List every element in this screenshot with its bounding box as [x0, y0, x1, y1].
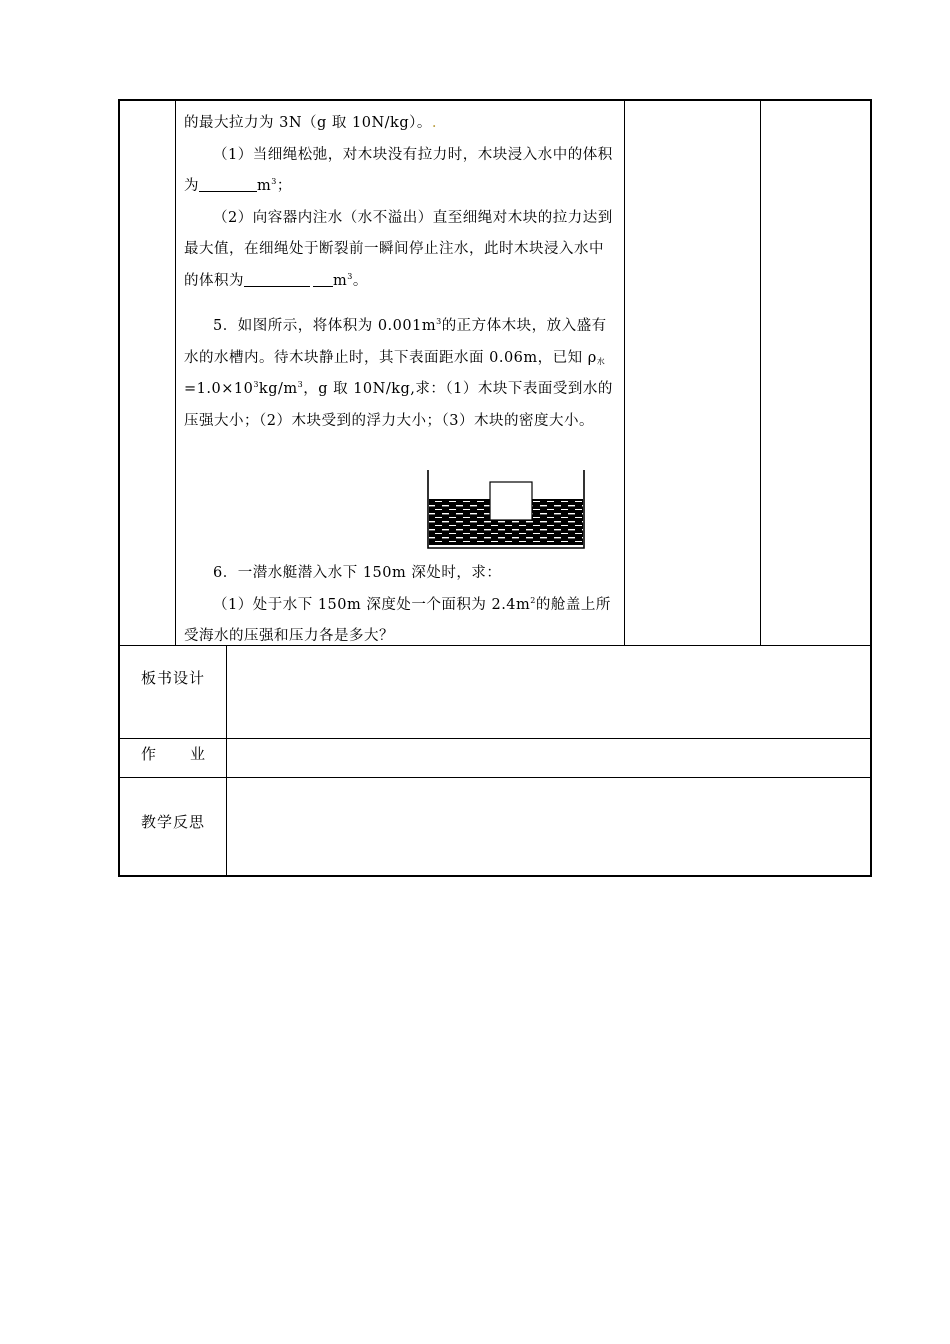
wood-cube [490, 482, 532, 520]
problem5-text: 5．如图所示，将体积为 $0.001m^3$的正方体木块，放入盛有水的水槽内。待木块静止时，其下表面距水面 0.06m，已知 $\rho_水=1.0\times 10^3kg/m^3$，g 取 10N/kg,求：（1）木块下表面受到水的压强大小；（2）木块受到的浮力大小；（3）木块的密度大小。 [184, 317, 613, 429]
row-label-homework: 作 业 [140, 745, 206, 763]
problem4-question1: （1）当细绳松弛，对木块没有拉力时，木块浸入水中的体积为 $m^3$； [184, 146, 613, 194]
problem4-line0: 的最大拉力为 3N（g 取 10N/kg）。. [184, 115, 437, 131]
answer-blank[interactable] [244, 272, 310, 287]
table-divider [119, 777, 871, 778]
table-divider [226, 645, 227, 876]
problem6-line2: （1）处于水下 150m 深度处一个面积为 $2.4m^2$的舱盖上所受海水的压强和压力各是多大？ [184, 595, 611, 644]
problem6-content [184, 558, 618, 653]
water-tank-figure [425, 470, 587, 550]
table-divider [624, 100, 625, 645]
table-divider [175, 100, 176, 645]
row-label-reflection: 教学反思 [140, 813, 205, 831]
table-divider [119, 738, 871, 739]
problem4-question2: （2）向容器内注水（水不溢出）直至细绳对木块的拉力达到最大值，在细绳处于断裂前一瞬间停止注水，此时木块浸入水中的体积为 $m^3$。 [184, 209, 613, 289]
table-divider [760, 100, 761, 645]
answer-blank[interactable] [199, 177, 257, 192]
problem6-line1: 6．一潜水艇潜入水下 150m 深处时，求： [213, 565, 502, 581]
answer-blank[interactable] [313, 272, 333, 287]
row-label-board-design: 板书设计 [140, 669, 205, 687]
exercise-content [184, 108, 618, 437]
